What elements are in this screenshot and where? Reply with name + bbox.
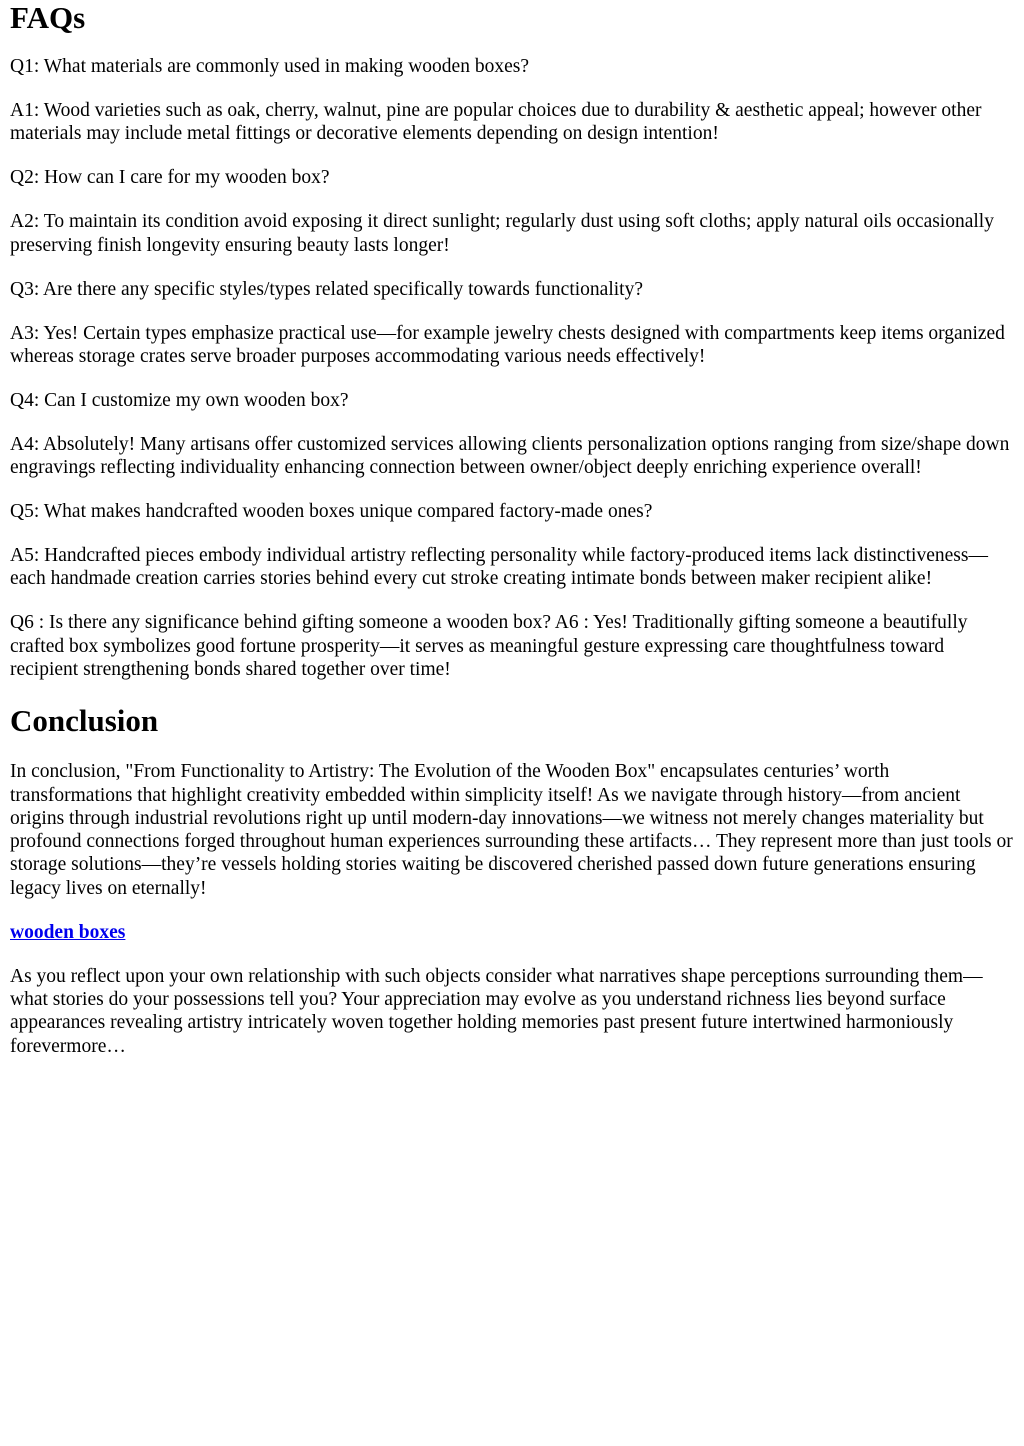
faq-question-5: Q5: What makes handcrafted wooden boxes unique compared factory-made ones? [10,501,653,523]
faq-question-3: Q3: Are there any specific styles/types related specifically towards functionality? [10,278,643,300]
faq-question-1: Q1: What materials are commonly used in making wooden boxes? [10,56,529,77]
faq-question-2: Q2: How can I care for my wooden box? [10,167,330,189]
faq-answer-3: A3: Yes! Certain types emphasize practical use—for example jewelry chests designed with compartments keep items organized whereas storage crates serve broader purposes accommodating various needs effectively! [10,322,1005,367]
wooden-boxes-link[interactable]: wooden boxes [10,921,126,943]
faq-question-answer-6: Q6 : Is there any significance behind gifting someone a wooden box? A6 : Yes! Traditionally gifting someone a beautifully crafted box symbolizes good fortune prosperity—it serves as meaningful gesture expressing care thoughtfulness toward recipient strengthening bonds shared together over time! [10,612,968,680]
conclusion-heading: Conclusion [10,703,159,739]
faq-answer-4: A4: Absolutely! Many artisans offer customized services allowing clients personalization options ranging from size/shape down engravings reflecting individuality enhancing connection between owner/object deeply enriching experience overall! [10,433,1010,479]
faq-answer-5: A5: Handcrafted pieces embody individual artistry reflecting personality while factory-produced items lack distinctiveness—each handmade creation carries stories behind every cut stroke creating intimate bonds between maker recipient alike! [10,545,988,590]
conclusion-intro: In conclusion, "From Functionality to Artistry: The Evolution of the Wooden Box" encapsulates centuries’ worth transformations that highlight creativity embedded within simplicity itself! As we navigate through history—from ancient origins through industrial revolutions right up until modern-day innovations—we witness not merely changes materiality but profound connections forged throughout human experiences surrounding these artifacts… They represent more than just tools or storage solutions—they’re vessels holding stories waiting be discovered cherished passed down future generations ensuring legacy lives on eternally! [10,761,1013,899]
conclusion-closing: As you reflect upon your own relationship with such objects consider what narratives shape perceptions surrounding them—what stories do your possessions tell you? Your appreciation may evolve as you understand richness lies beyond surface appearances revealing artistry intricately woven together holding memories past present future intertwined harmoniously forevermore… [10,965,983,1057]
faq-question-4: Q4: Can I customize my own wooden box? [10,389,349,411]
faqs-heading: FAQs [10,0,86,35]
link-paragraph [10,921,1014,944]
faq-answer-1: A1: Wood varieties such as oak, cherry, walnut, pine are popular choices due to durability & aesthetic appeal; however other materials may include metal fittings or decorative elements depending on design intention! [10,99,982,145]
faq-answer-2: A2: To maintain its condition avoid exposing it direct sunlight; regularly dust using soft cloths; apply natural oils occasionally preserving finish longevity ensuring beauty lasts longer! [10,211,994,256]
